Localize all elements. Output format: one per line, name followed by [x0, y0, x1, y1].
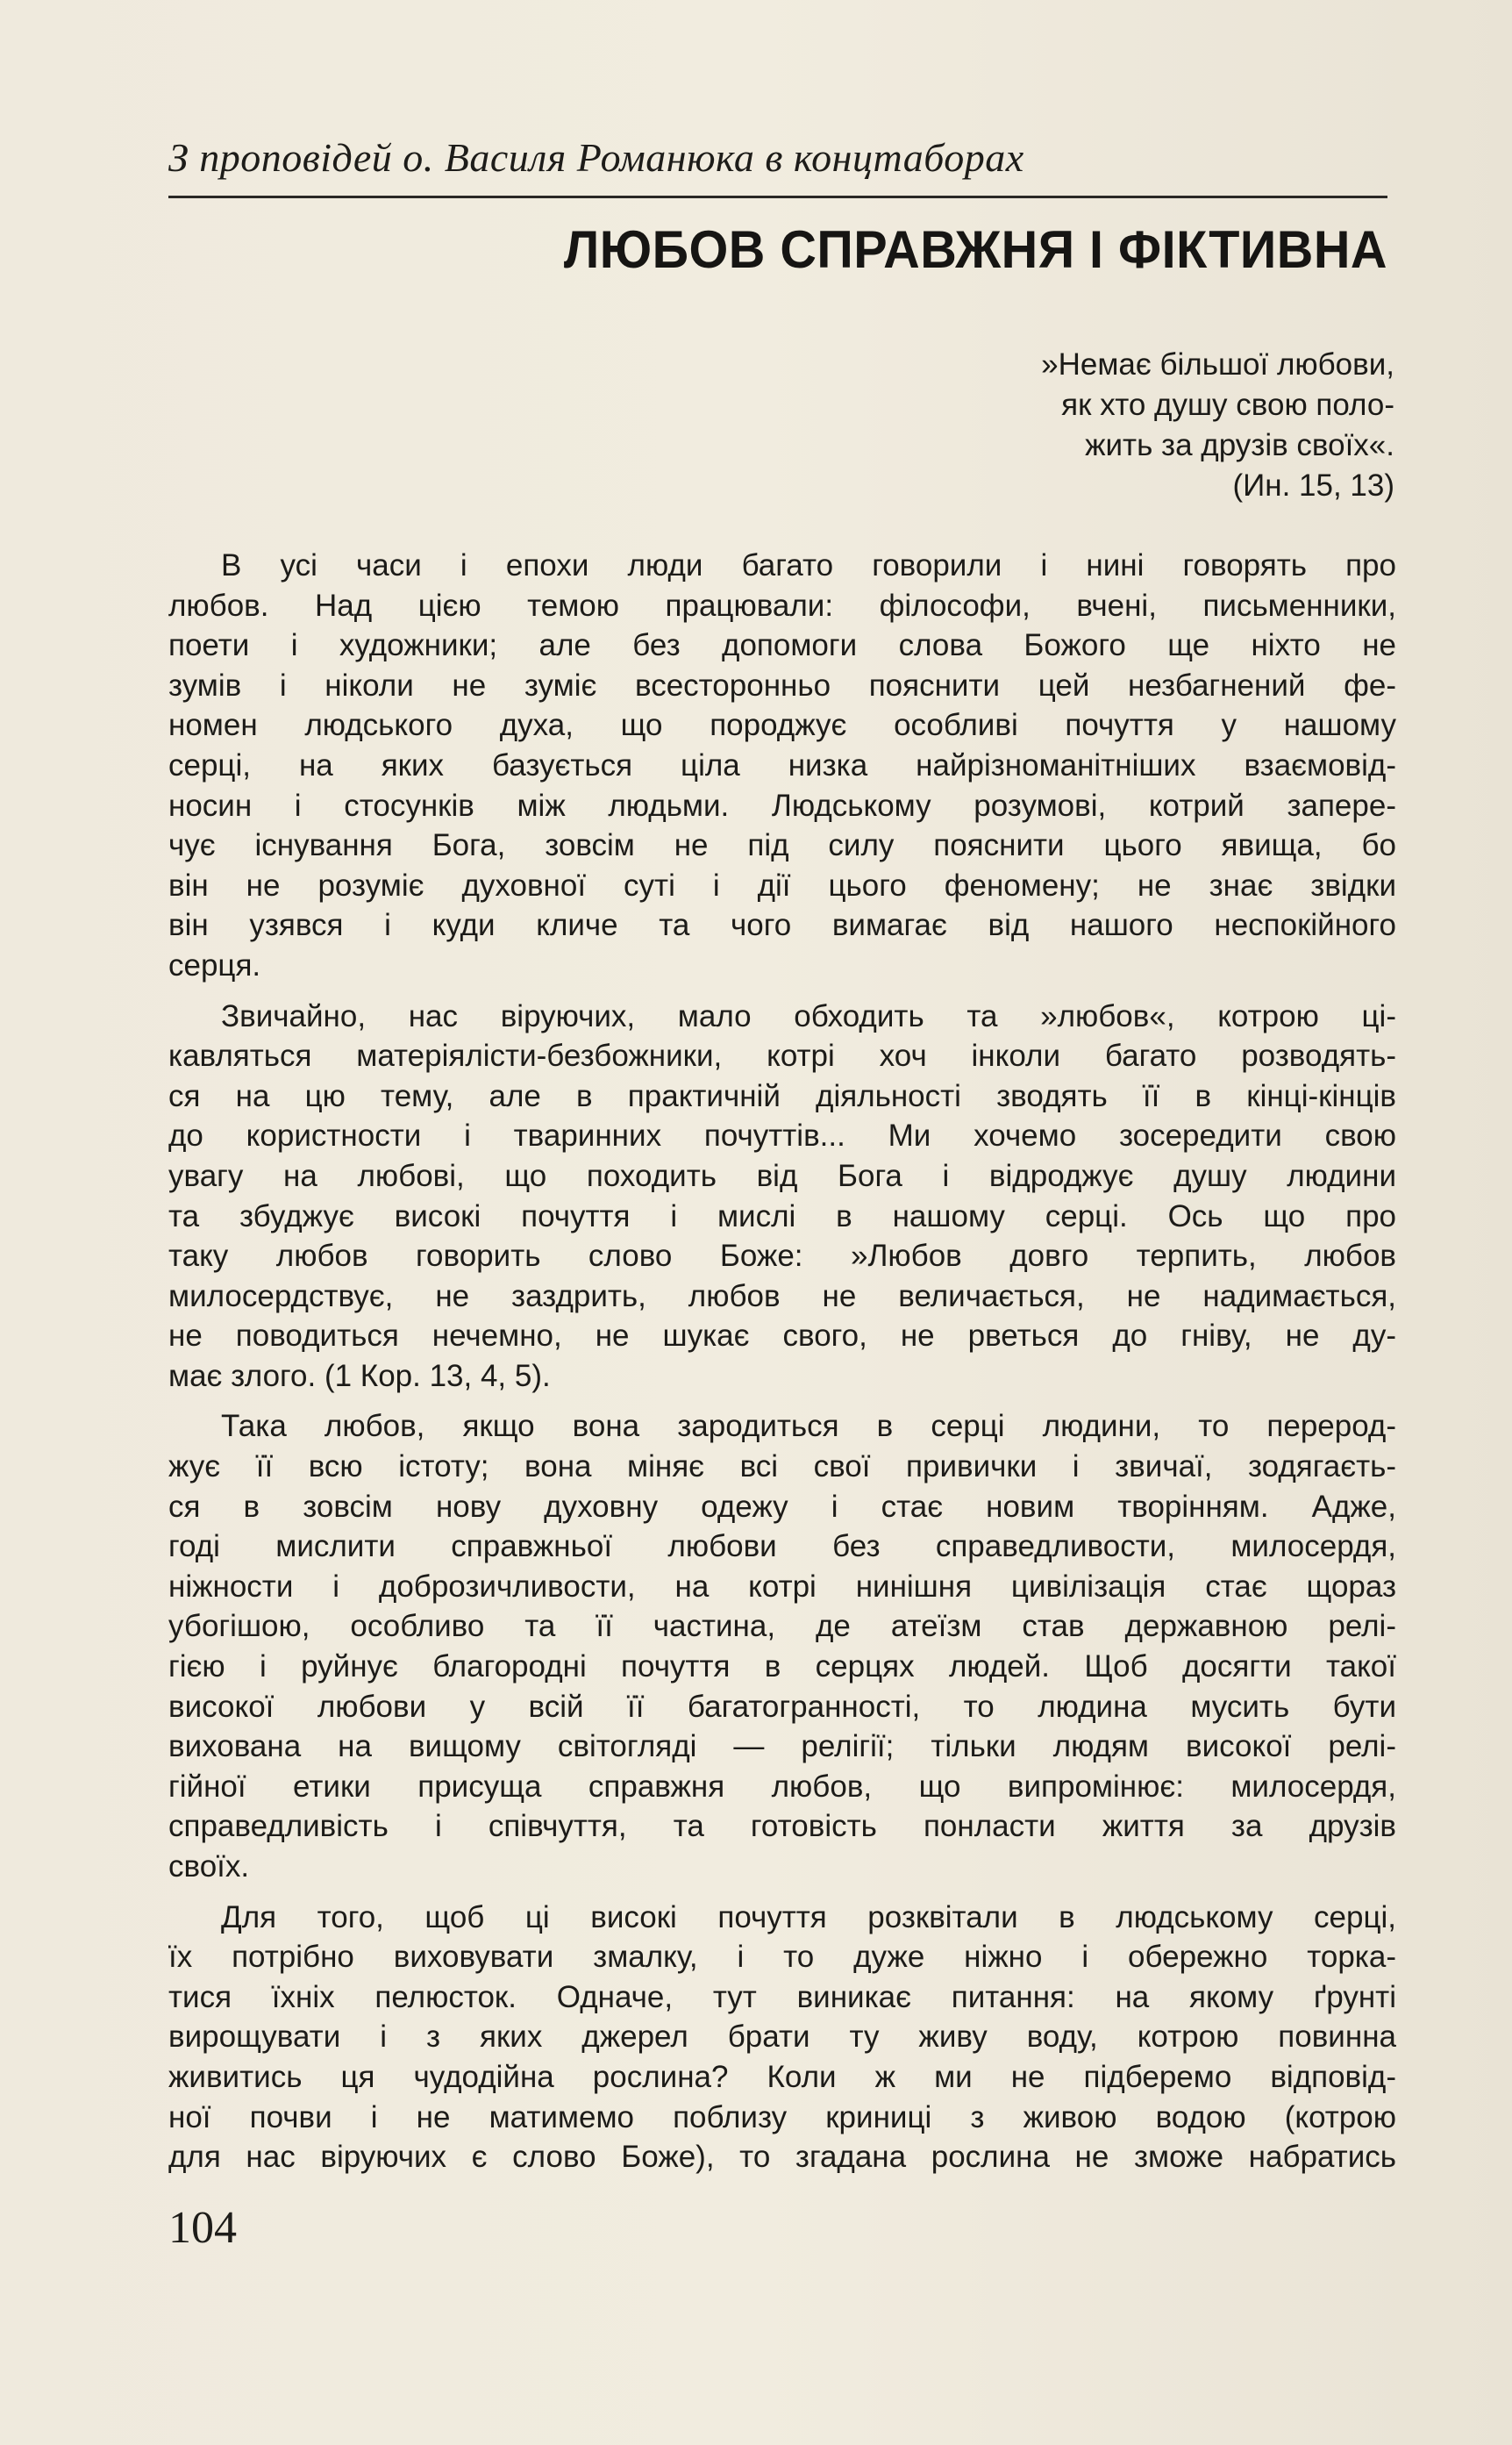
text-line: жує її всю істоту; вона міняє всі свої привички і звичаї, зодягаєть-: [168, 1449, 1396, 1484]
text-line: вирощувати і з яких джерел брати ту живу воду, котрою повинна: [168, 2020, 1396, 2055]
text-line: ніжности і доброзичливости, на котрі нинішня цивілізація стає щораз: [168, 1569, 1396, 1604]
page-number: 104: [168, 2203, 237, 2253]
text-line: справедливість і співчуття, та готовість понласти життя за друзів: [168, 1809, 1396, 1844]
paragraph: [168, 1406, 1396, 1886]
text-line: гією і руйнує благородні почуття в серцях людей. Щоб досягти такої: [168, 1649, 1396, 1684]
text-line: до користности і тваринних почуттів... Ми хочемо зосередити свою: [168, 1119, 1396, 1154]
text-line: кавляться матеріялісти-безбожники, котрі хоч інколи багато розводять-: [168, 1039, 1396, 1074]
text-line: не поводиться нечемно, не шукає свого, не рветься до гніву, не ду-: [168, 1319, 1396, 1354]
paragraph: [168, 1898, 1396, 2177]
text-line: їх потрібно виховувати змалку, і то дуже ніжно і обережно торка-: [168, 1940, 1396, 1975]
article-title: ЛЮБОВ СПРАВЖНЯ І ФІКТИВНА: [563, 220, 1387, 279]
paragraph-gap: [168, 1396, 1396, 1406]
text-line: годі мислити справжньої любови без справедливости, милосердя,: [168, 1529, 1396, 1564]
text-line: любов. Над цією темою працювали: філософи, вчені, письменники,: [168, 588, 1396, 623]
text-line: серці, на яких базується ціла низка найрізноманітніших взаємовід-: [168, 747, 1396, 783]
text-line: гійної етики присуща справжня любов, що випромінює: милосердя,: [168, 1769, 1396, 1804]
text-line: має злого. (1 Кор. 13, 4, 5).: [168, 1358, 551, 1393]
text-line: таку любов говорить слово Боже: »Любов довго терпить, любов: [168, 1239, 1396, 1274]
text-line: високої любови у всій її багатогранності, то людина мусить бути: [168, 1689, 1396, 1724]
text-line: чує існування Бога, зовсім не під силу пояснити цього явища, бо: [168, 828, 1396, 863]
text-line: номен людського духа, що породжує особливі почуття у нашому: [168, 708, 1396, 743]
body-text: [168, 546, 1396, 2177]
text-line: серця.: [168, 947, 261, 983]
epigraph-citation: (Ин. 15, 13): [1232, 468, 1394, 503]
epigraph-line: жить за друзів своїх«.: [1085, 428, 1394, 462]
paragraph-gap: [168, 1887, 1396, 1898]
text-line: ся на цю тему, але в практичній діяльності зводять її в кінці-кінців: [168, 1078, 1396, 1113]
text-line: своїх.: [168, 1849, 250, 1884]
text-line: Звичайно, нас віруючих, мало обходить та »любов«, котрою ці-: [221, 998, 1396, 1033]
paragraph: [168, 546, 1396, 986]
text-line: він не розуміє духовної суті і дії цього феномену; не знає звідки: [168, 868, 1396, 903]
text-line: для нас віруючих є слово Боже), то згадана рослина не зможе набратись: [168, 2140, 1396, 2175]
text-line: Для того, щоб ці високі почуття розквітали в людському серці,: [221, 1899, 1396, 1934]
text-line: носин і стосунків між людьми. Людському розумові, котрий запере-: [168, 788, 1396, 823]
text-line: зумів і ніколи не зуміє всесторонньо пояснити цей незбагнений фе-: [168, 668, 1396, 703]
text-line: Така любов, якщо вона зародиться в серці людини, то перерод-: [221, 1409, 1396, 1444]
text-line: увагу на любові, що походить від Бога і відроджує душу людини: [168, 1158, 1396, 1193]
text-line: він узявся і куди кличе та чого вимагає від нашого неспокійного: [168, 908, 1396, 943]
text-line: убогішою, особливо та її частина, де атеїзм став державною релі-: [168, 1609, 1396, 1644]
text-line: вихована на вищому світогляді — релігії; тільки людям високої релі-: [168, 1729, 1396, 1764]
text-line: В усі часи і епохи люди багато говорили і нині говорять про: [221, 548, 1396, 583]
text-line: тися їхніх пелюсток. Одначе, тут виникає питання: на якому ґрунті: [168, 1979, 1396, 2014]
epigraph-line: як хто душу свою поло-: [1061, 388, 1394, 422]
text-line: поети і художники; але без допомоги слова Божого ще ніхто не: [168, 628, 1396, 663]
text-line: та збуджує високі почуття і мислі в нашому серці. Ось що про: [168, 1198, 1396, 1233]
paragraph-gap: [168, 986, 1396, 997]
epigraph-line: »Немає більшої любови,: [1041, 347, 1394, 382]
text-line: ся в зовсім нову духовну одежу і стає новим творінням. Адже,: [168, 1489, 1396, 1524]
header-rule: [168, 196, 1387, 198]
epigraph: [930, 345, 1394, 506]
text-line: ної почви і не матимемо поблизу криниці з живою водою (котрою: [168, 2099, 1396, 2134]
running-header: З проповідей о. Василя Романюка в концтаборах: [168, 135, 1024, 180]
text-line: живитись ця чудодійна рослина? Коли ж ми не підберемо відповід-: [168, 2059, 1396, 2094]
text-line: милосердствує, не заздрить, любов не величається, не надимається,: [168, 1278, 1396, 1313]
paragraph: [168, 997, 1396, 1397]
